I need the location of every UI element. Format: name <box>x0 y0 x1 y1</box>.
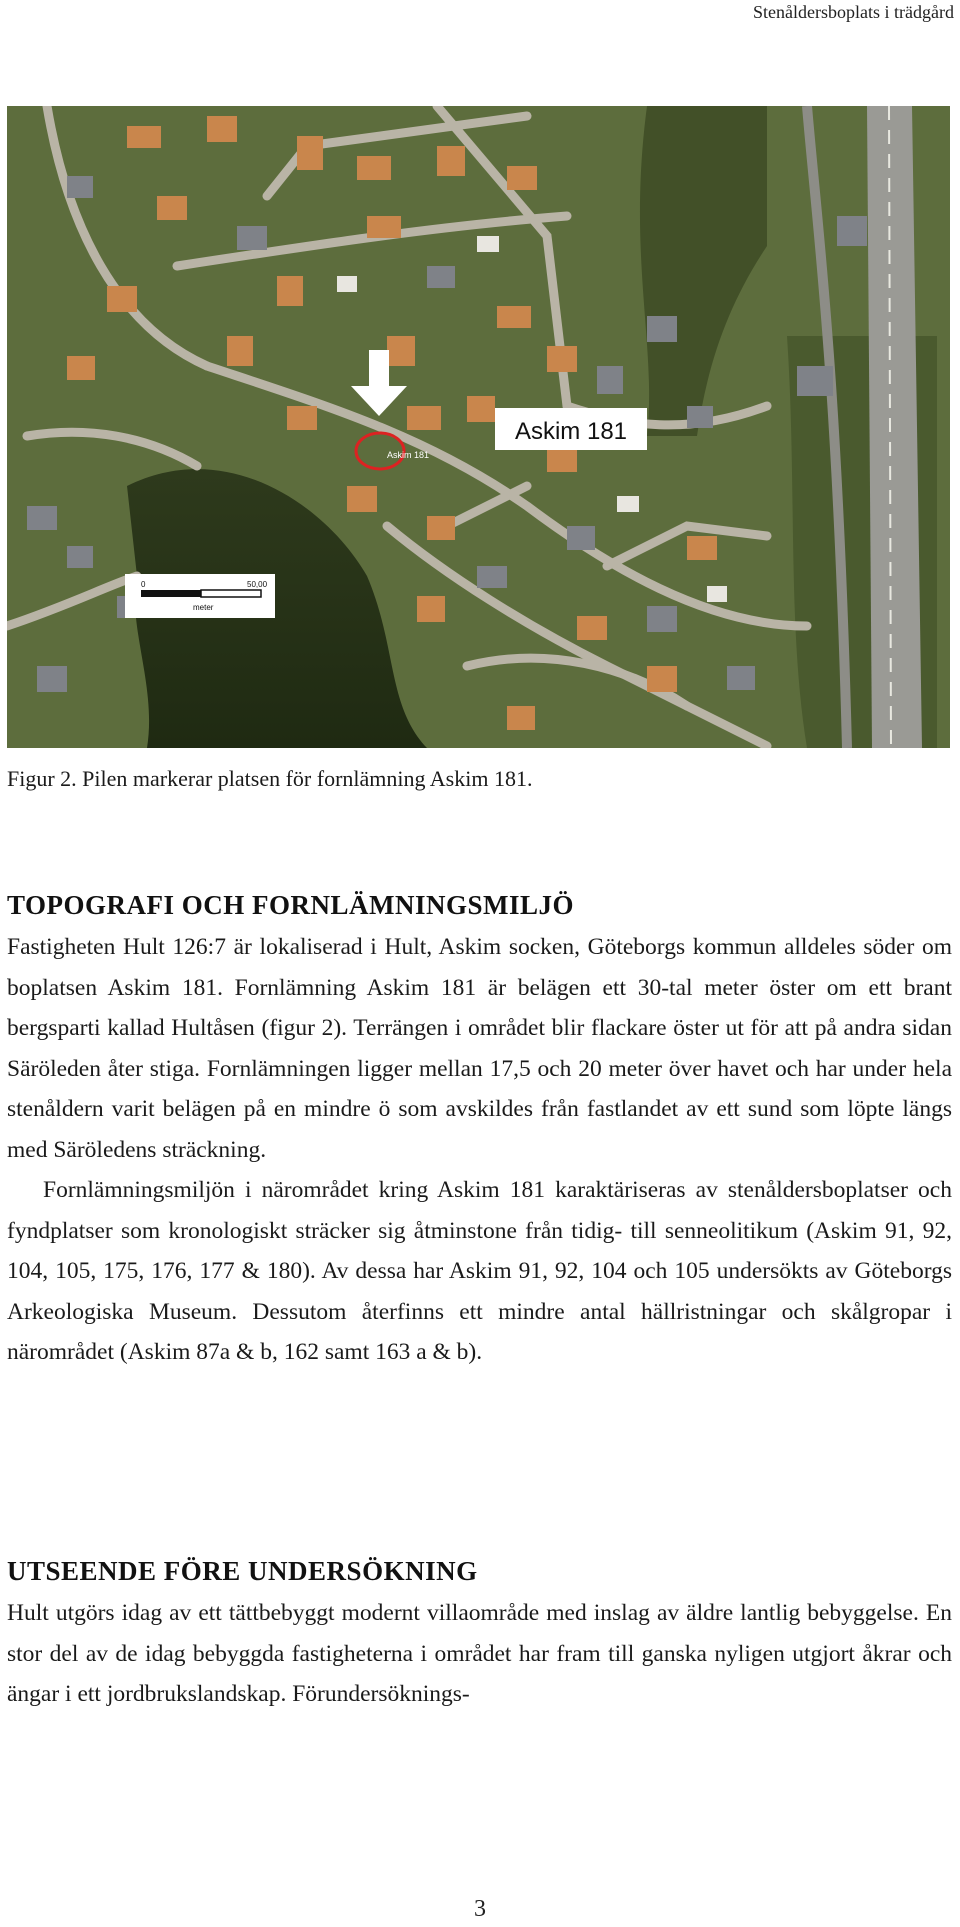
paragraph-topography-2: Fornlämningsmiljön i närområdet kring Askim 181 karaktäriseras av stenåldersboplatser och fyndplatser som kronologiskt sträcker sig åtminstone från tidig- till senneolitikum (Askim 91, 92, 104, 105, 175, 176, 177 & 180). Av dessa har Askim 91, 92, 104 och 105 undersökts av Göteborgs Arkeologiska Museum. Dessutom återfinns ett mindre antal hällristningar och skålgropar i närområdet (Askim 87a & b, 162 samt 163 a & b). <box>7 1177 952 1365</box>
site-marker-label: Askim 181 <box>387 450 430 460</box>
scale-start: 0 <box>141 580 146 589</box>
scale-unit: meter <box>193 603 214 612</box>
section-appearance <box>7 1556 952 1715</box>
section-heading-appearance: UTSEENDE FÖRE UNDERSÖKNING <box>7 1556 478 1586</box>
figure-caption: Figur 2. Pilen markerar platsen för fornlämning Askim 181. <box>7 766 533 791</box>
aerial-photo <box>7 106 950 748</box>
aerial-map-figure <box>7 106 950 748</box>
section-topography <box>7 890 952 1373</box>
scale-bar <box>125 574 275 618</box>
paragraph-topography-1: Fastigheten Hult 126:7 är lokaliserad i Hult, Askim socken, Göteborgs kommun alldeles söder om boplatsen Askim 181. Fornlämning Askim 181 är belägen ett 30-tal meter öster om ett brant bergsparti kallad Hultåsen (figur 2). Terrängen i området blir flackare öster ut för att på andra sidan Säröleden åter stiga. Fornlämningen ligger mellan 17,5 och 20 meter över havet och har under hela stenåldern varit belägen på en mindre ö som avskildes från fastlandet av ett sund som löpte längs med Säröledens sträckning. <box>7 934 952 1163</box>
map-label: Askim 181 <box>514 418 628 445</box>
scale-end: 50,00 <box>247 580 268 589</box>
paragraph-appearance-1: Hult utgörs idag av ett tättbebyggt modernt villaområde med inslag av äldre lantlig bebyggelse. En stor del av de idag bebyggda fastigheterna i området har fram till ganska nyligen utgjort åkrar och ängar i ett jordbrukslandskap. Förundersöknings- <box>7 1600 952 1707</box>
running-header: Stenåldersboplats i trädgård <box>753 2 954 22</box>
section-heading-topography: TOPOGRAFI OCH FORNLÄMNINGSMILJÖ <box>7 890 575 920</box>
page-number: 3 <box>474 1896 486 1922</box>
